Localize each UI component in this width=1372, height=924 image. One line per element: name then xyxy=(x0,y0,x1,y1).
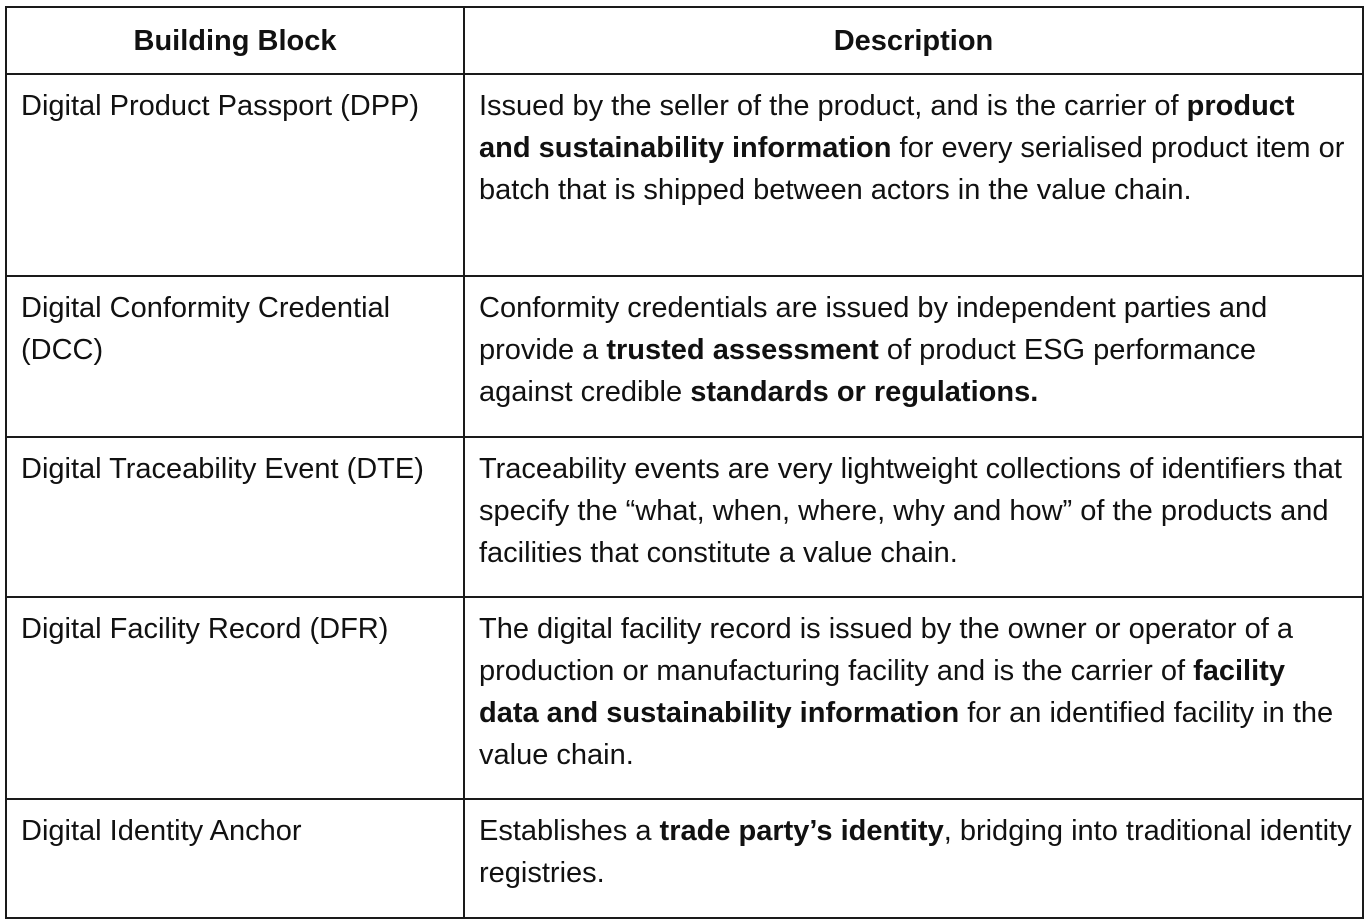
row-description-dte xyxy=(464,437,1363,597)
row-building-block-dfr: Digital Facility Record (DFR) xyxy=(6,597,464,799)
header-building-block: Building Block xyxy=(6,7,464,74)
description-text: Traceability events are very lightweight collections of identifiers that specify the “what, when, where, why and how” of the products and facilities that constitute a value chain. xyxy=(479,453,1342,569)
description-emphasis: product and sustainability information xyxy=(479,90,1295,164)
description-text: Conformity credentials are issued by independent parties and provide a xyxy=(479,292,1268,366)
building-blocks-table xyxy=(5,6,1364,919)
table-row xyxy=(6,437,1363,597)
row-building-block-dte: Digital Traceability Event (DTE) xyxy=(6,437,464,597)
building-blocks-table-container xyxy=(5,6,1362,919)
description-text: of product ESG performance against credible xyxy=(479,334,1256,408)
row-description-dfr xyxy=(464,597,1363,799)
description-text: , bridging into traditional identity registries. xyxy=(479,815,1352,889)
row-description-dcc xyxy=(464,276,1363,437)
description-text: Establishes a xyxy=(479,815,660,847)
table-header-row xyxy=(6,7,1363,74)
row-building-block-dcc: Digital Conformity Credential (DCC) xyxy=(6,276,464,437)
row-description-dpp xyxy=(464,74,1363,276)
description-text: for every serialised product item or batch that is shipped between actors in the value chain. xyxy=(479,132,1345,206)
description-emphasis: facility data and sustainability information xyxy=(479,655,1285,729)
table-row xyxy=(6,597,1363,799)
table-row xyxy=(6,74,1363,276)
table-row xyxy=(6,276,1363,437)
header-description: Description xyxy=(464,7,1363,74)
row-building-block-identity-anchor: Digital Identity Anchor xyxy=(6,799,464,918)
table-row xyxy=(6,799,1363,918)
row-description-identity-anchor xyxy=(464,799,1363,918)
description-emphasis: trusted assessment xyxy=(606,334,879,366)
description-text: The digital facility record is issued by the owner or operator of a production or manufacturing facility and is the carrier of xyxy=(479,613,1294,687)
row-building-block-dpp: Digital Product Passport (DPP) xyxy=(6,74,464,276)
description-emphasis: trade party’s identity xyxy=(659,815,944,847)
description-text: Issued by the seller of the product, and is the carrier of xyxy=(479,90,1187,122)
description-emphasis: standards or regulations. xyxy=(690,376,1039,408)
description-text: for an identified facility in the value chain. xyxy=(479,697,1334,771)
